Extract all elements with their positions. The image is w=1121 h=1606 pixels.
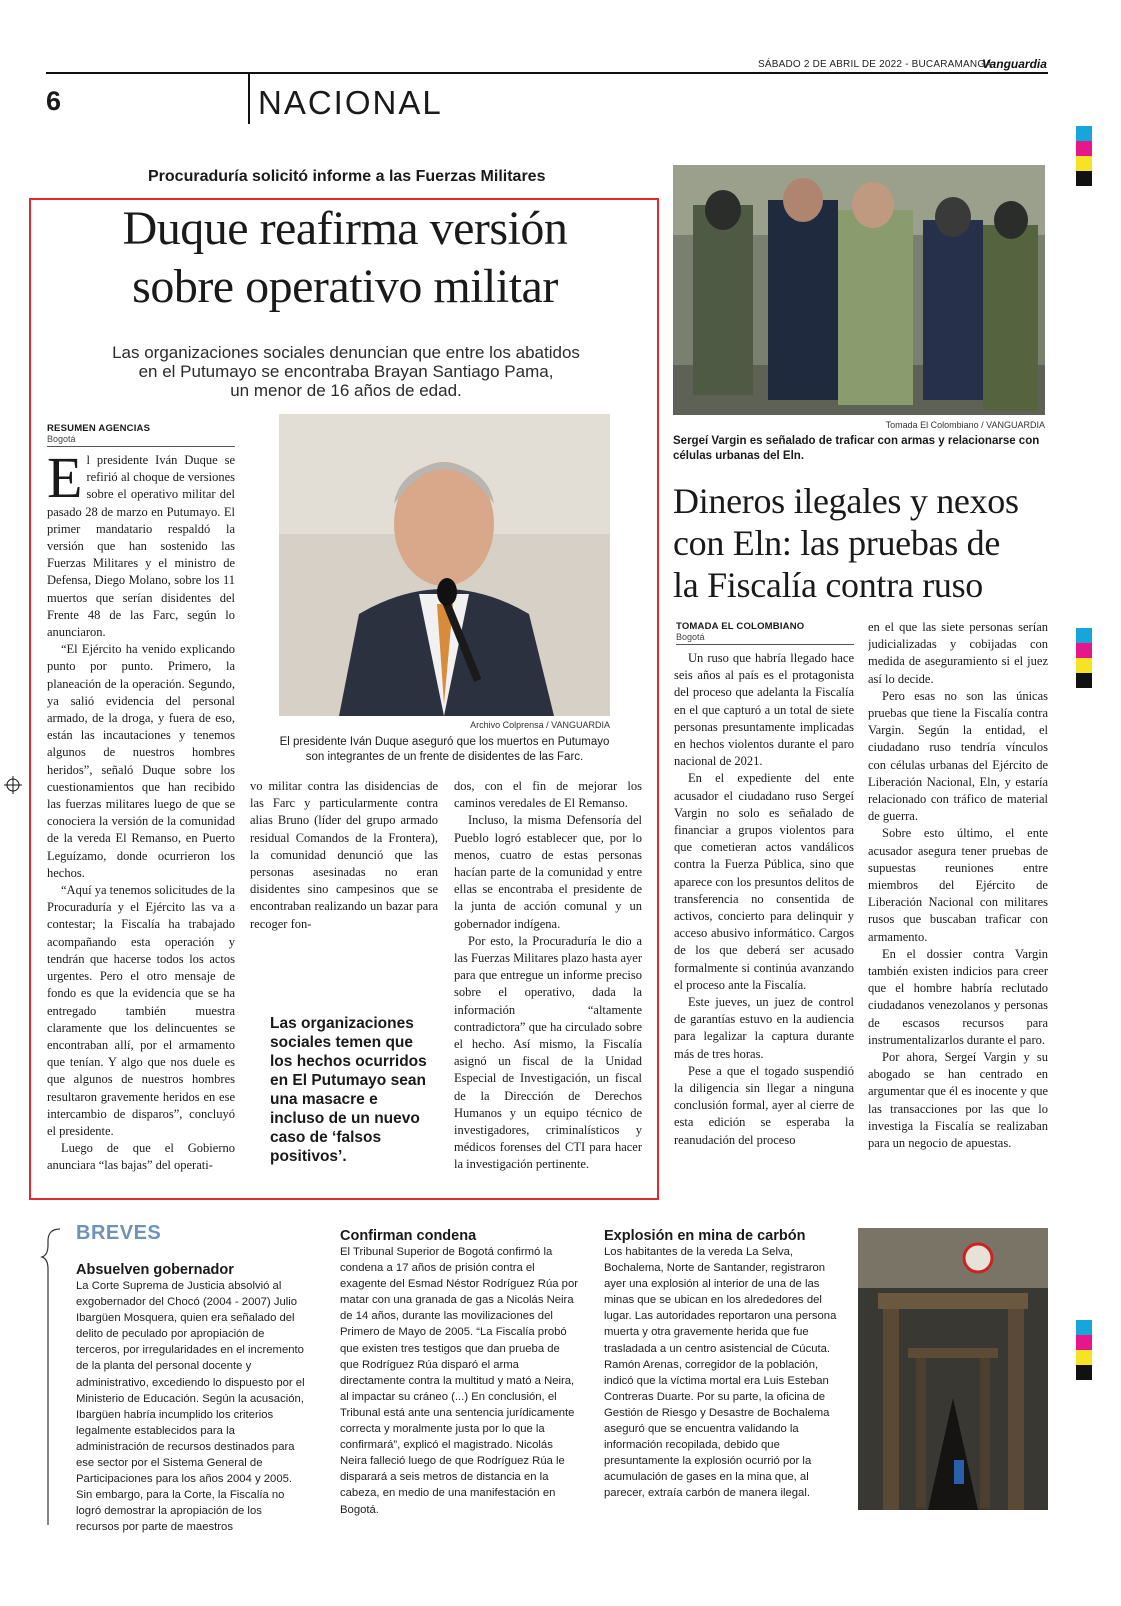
side-headline-line1: Dineros ilegales y nexos [673, 481, 1019, 521]
main-paragraph: dos, con el fin de mejorar los caminos veredales de El Remanso. [454, 779, 642, 811]
main-paragraph: “El Ejército ha venido explicando punto por punto. Primero, la planeación de la operación. Segundo, ya salió evidencia del personal armado, de la droga, y fuera de eso, están las incautaciones y tenemos algunos de nuestros hombres heridos”, señaló Duque sobre los cuestionamientos que han recibido las fuerzas militares luego de que se conociera la versión de la comunidad de la vereda El Remanso, en Puerto Leguízamo, donde ocurrieron los hechos. [47, 642, 235, 880]
registration-crosshair-icon [4, 776, 22, 799]
main-column-3 [454, 778, 642, 1190]
side-paragraph: en el que las siete personas serían judicializadas y cobijadas con medida de aseguramiento si el juez así lo decide. [868, 620, 1048, 686]
top-rule [46, 72, 1048, 74]
main-kicker: Procuraduría solicitó informe a las Fuerzas Militares [148, 168, 546, 185]
main-deck [86, 343, 606, 400]
main-paragraph: Incluso, la misma Defensoría del Pueblo logró establecer que, por lo menos, cuatro de estas personas hacían parte de la comunidad y entre ellas se encontraba el presidente de la junta de acción comunal y un gobernador indígena. [454, 813, 642, 931]
color-bar-bottom [1076, 1320, 1092, 1380]
main-paragraph: Luego de que el Gobierno anunciara “las bajas” del operati- [47, 1141, 235, 1173]
deck-line2: en el Putumayo se encontraba Brayan Santiago Pama, [138, 362, 554, 381]
side-column-2 [868, 619, 1048, 1190]
side-headline [673, 480, 1053, 606]
breves-brace-icon [40, 1227, 66, 1532]
vargin-arrest-photo [673, 165, 1045, 415]
brief-item [340, 1228, 580, 1518]
side-paragraph: Este jueves, un juez de control de garantías estuvo en la audiencia para legalizar la captura durante más de tres horas. [674, 995, 854, 1061]
main-paragraph: vo militar contra las disidencias de las Farc y particularmente contra alias Bruno (líder del grupo armado residual Comandos de la Frontera), la comunidad denunció que las personas asesinadas no eran disidentes sino campesinos que se encontraban realizando un bazar para recoger fon- [250, 779, 438, 931]
brief-item [604, 1228, 846, 1502]
page-number: 6 [46, 86, 62, 116]
side-paragraph: En el dossier contra Vargin también existen indicios para creer que el hombre habría reclutado ciudadanos venezolanos y personas de escasos recursos para instrumentalizarlos durante el paro. [868, 946, 1048, 1047]
drop-cap: E [47, 452, 83, 510]
side-headline-line2: con Eln: las pruebas de [673, 523, 1000, 563]
brief-headline: Absuelven gobernador [76, 1262, 234, 1278]
deck-line1: Las organizaciones sociales denuncian que entre los abatidos [112, 343, 580, 362]
brief-body: La Corte Suprema de Justicia absolvió al exgobernador del Chocó (2004 - 2007) Julio Ibargüen Mosquera, quien era señalado del delito de peculado por apropiación de terceros, por irregularidades en el incremento de la planta del personal docente y administrativo, excediendo lo dispuesto por el Ministerio de Educación. Según la acusación, Ibargüen habría incumplido los criterios legalmente establecidos para la administración de recursos destinados para ese sector por el Sistema General de Participaciones para los años 2004 y 2005. Sin embargo, para la Corte, la Fiscalía no logró demostrar la apropiación de los recursos por parte de maestros [76, 1280, 305, 1534]
vargin-photo-caption: Sergeí Vargin es señalado de traficar con armas y relacionarse con células urbanas del Eln. [673, 435, 1040, 462]
main-headline-line2: sobre operativo militar [132, 260, 558, 313]
brief-body: Los habitantes de la vereda La Selva, Bochalema, Norte de Santander, registraron ayer una explosión al interior de una de las minas que se ubican en los alrededores del lugar. Las autoridades reportaron una persona muerta y otra gravemente herida que fue trasladada a un centro asistencial de Cúcuta. Ramón Arenas, corregidor de la población, indicó que la víctima mortal era Luis Esteban Contreras Duarte. Por su parte, la oficina de Gestión de Riesgo y Desastre de Bochalema aseguró que se encuentra validando la información recopilada, debido que presuntamente la explosión ocurrió por la acumulación de gases en la mina que, al parecer, extraía carbón de manera ilegal. [604, 1246, 837, 1500]
duque-photo-caption: El presidente Iván Duque aseguró que los muertos en Putumayo son integrantes de un frente de disidentes de las Farc. [279, 736, 610, 763]
main-column-1 [47, 452, 235, 1187]
brief-body: El Tribunal Superior de Bogotá confirmó la condena a 17 años de prisión contra el exagente del Esmad Néstor Rodríguez Rúa por matar con una granada de gas a Nicolás Neira de 14 años, durante las movilizaciones del Primero de Mayo de 2005. “La Fiscalía probó que existen tres testigos que dan prueba de que Rodríguez Rúa disparó el arma directamente contra la multitud y mató a Neira, al impactar su cráneo (...) En conclusión, el Tribunal está ante una sentencia jurídicamente correcta y moralmente justa por lo que la confirmará”, explicó el magistrado. Nicolás Neira falleció luego de que Rodríguez Rúa le disparará a seis metros de distancia en la cabeza, en medio de una manifestación en Bogotá. [340, 1246, 578, 1516]
brand-logo: Vanguardia [982, 57, 1047, 71]
side-paragraph: Pero esas no son las únicas pruebas que tiene la Fiscalía contra Vargin. Según la entidad, el ciudadano ruso tendría vínculos con células urbanas del Ejército de Liberación Nacional, Eln, y estaría relacionado con tráfico de material de guerra. [868, 688, 1048, 824]
main-headline-line1: Duque reafirma versión [122, 202, 568, 255]
main-paragraph: l presidente Iván Duque se refirió al choque de versiones sobre el operativo militar del pasado 28 de marzo en Putumayo. El primer mandatario respaldó la versión que han sostenido las Fuerzas Militares y el ministro de Defensa, Diego Molano, sobre los 11 muertos que serían disidentes del Frente 48 de las Farc, según lo anunciaron. [47, 453, 235, 640]
side-byline: TOMADA EL COLOMBIANO [676, 621, 805, 632]
vargin-photo-credit: Tomada El Colombiano / VANGUARDIA [885, 420, 1045, 430]
dateline: SÁBADO 2 DE ABRIL DE 2022 - BUCARAMANGA [758, 59, 993, 70]
side-byline-block [676, 621, 804, 642]
duque-photo [279, 414, 610, 716]
main-byline-block [47, 423, 150, 444]
brief-headline: Explosión en mina de carbón [604, 1228, 806, 1244]
side-paragraph: Por ahora, Sergeí Vargin y su abogado se han centrado en argumentar que él es inocente y que las transacciones por las que lo investiga la Fiscalía se realizaban para un negocio de apuestas. [868, 1050, 1048, 1151]
main-byline: RESUMEN AGENCIAS [47, 423, 151, 434]
side-paragraph: Pese a que el togado suspendió la diligencia sin llegar a ninguna conclusión formal, ayer al cierre de esta edición se esperaba la reanudación del proceso [674, 1063, 854, 1147]
main-byline-place: Bogotá [47, 434, 76, 444]
main-paragraph: “Aquí ya tenemos solicitudes de la Procuraduría y el Ejército las va a contestar; la Fiscalía ha trabajado acompañando esta operación y tendrán que hacerse todos los actos urgentes. Pero el otro mensaje de fondo es que la evidencia que se ha entregado también muestra claramente que los delincuentes se encontraban allí, por el armamento que tenían. Y algo que nos duele es que algunos de nuestros hombres resultaron gravemente heridos en ese intercambio de disparos”, concluyó el presidente. [47, 883, 235, 1138]
section-name: NACIONAL [258, 84, 443, 121]
breves-title: BREVES [76, 1222, 162, 1244]
side-headline-line3: la Fiscalía contra ruso [673, 565, 983, 605]
main-paragraph: Por esto, la Procuraduría le dio a las Fuerzas Militares plazo hasta ayer para que entregue un informe preciso sobre el operativo, dada la información “altamente contradictora” que ha circulado sobre el hecho. Así mismo, la Fiscalía asignó un fiscal de la Unidad Especial de Investigación, un fiscal de la Dirección de Derechos Humanos y un equipo técnico de investigadores, criminalísticos y médicos forenses del CTI para hacer la investigación pertinente. [454, 933, 642, 1172]
section-divider [248, 74, 250, 124]
side-byline-rule [676, 644, 854, 645]
coal-mine-photo [858, 1228, 1048, 1510]
duque-photo-credit: Archivo Colprensa / VANGUARDIA [470, 720, 610, 730]
main-headline [40, 200, 650, 316]
color-bar-top [1076, 126, 1092, 186]
pull-quote: Las organizaciones sociales temen que los hechos ocurridos en El Putumayo sean una masacre e incluso de un nuevo caso de ‘falsos positivos’. [270, 1015, 427, 1165]
brief-headline: Confirman condena [340, 1228, 477, 1244]
main-column-2 [250, 778, 438, 933]
color-bar-mid [1076, 628, 1092, 688]
side-byline-place: Bogotá [676, 632, 705, 642]
byline-rule [47, 446, 235, 447]
side-paragraph: Un ruso que habría llegado hace seis años al país es el protagonista del proceso que adelanta la Fiscalía en el que capturó a un total de siete personas presuntamente implicadas en hechos violentos durante el paro nacional de 2021. [674, 651, 854, 769]
side-column-1 [674, 650, 854, 1190]
deck-line3: un menor de 16 años de edad. [230, 381, 462, 400]
brief-item [76, 1262, 308, 1536]
side-paragraph: Sobre esto último, el ente acusador asegura tener pruebas de supuestas reuniones entre miembros del Ejército de Liberación Nacional con militares rusos que buscaban traficar con armamento. [868, 826, 1048, 944]
side-paragraph: En el expediente del ente acusador el ciudadano ruso Sergeí Vargin no solo es señalado de financiar a grupos violentos para que cometieran actos vandálicos contra la Fuerza Pública, sino que aparece con los presuntos delitos de transferencia no consentida de activos, concierto para delinquir y acceso abusivo informático. Cargos de los que deberá ser acusado formalmente si continúa avanzando el proceso ante la Fiscalía. [674, 771, 854, 992]
